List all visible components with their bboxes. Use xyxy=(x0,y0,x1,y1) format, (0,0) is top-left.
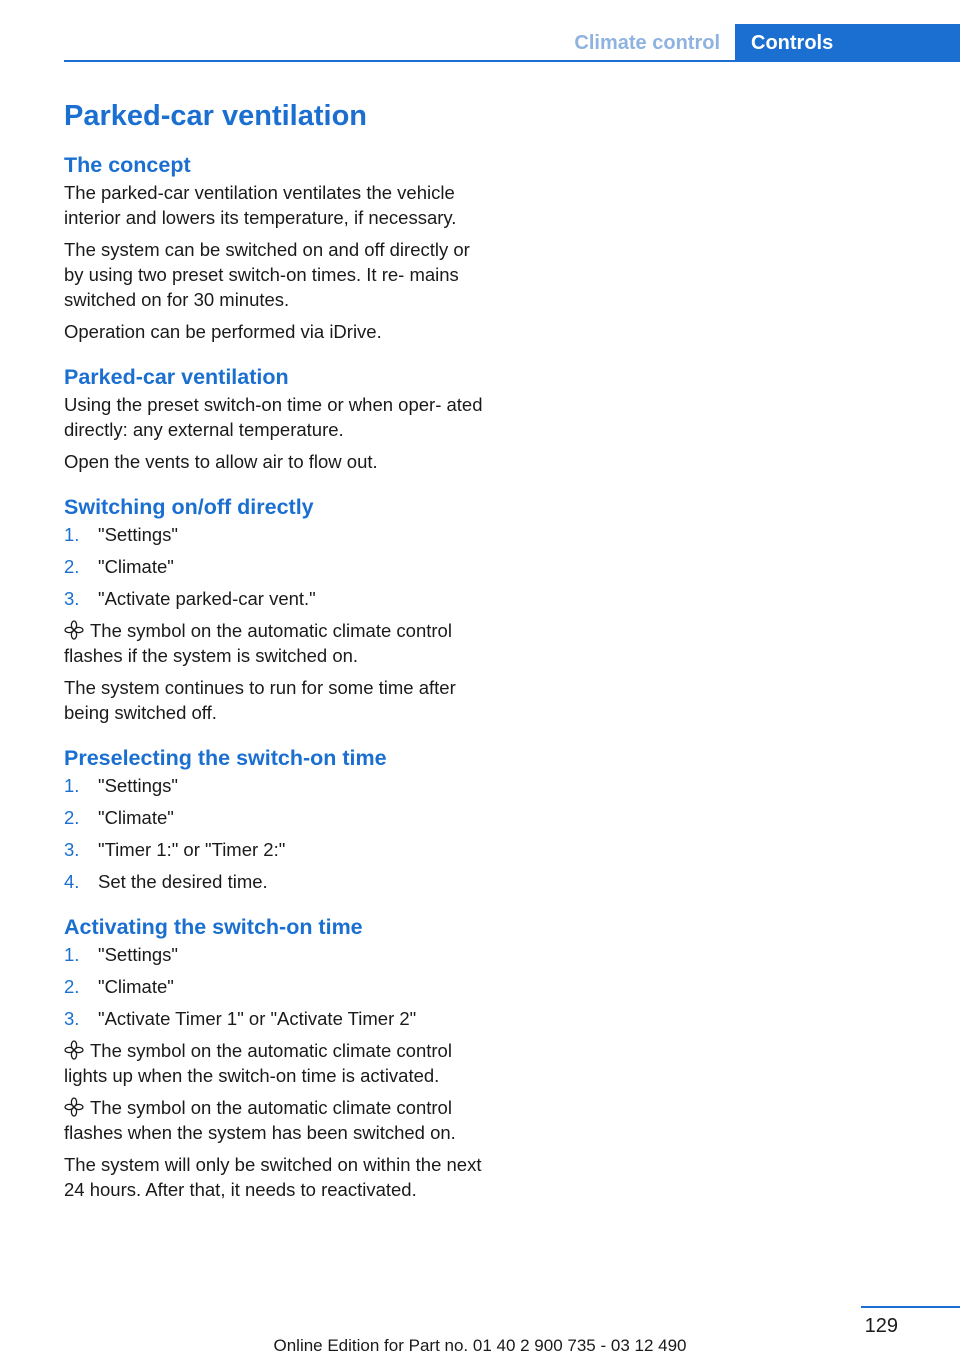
section-tab: Climate control xyxy=(574,32,720,54)
switching-heading: Switching on/off directly xyxy=(64,495,314,519)
switching-note-2: The system continues to run for some time after being switched off. xyxy=(64,677,456,723)
fan-icon xyxy=(64,1097,84,1117)
ventilation-paragraph-1: Using the preset switch-on time or when oper- ated directly: any external temperature. xyxy=(64,394,483,440)
activate-note-1: The symbol on the automatic climate control lights up when the switch-on time is activated. xyxy=(64,1040,452,1086)
list-item: 2. "Climate" xyxy=(64,556,174,577)
ventilation-paragraph-2: Open the vents to allow air to flow out. xyxy=(64,451,378,472)
list-item: 3. "Activate Timer 1" or "Activate Timer 2" xyxy=(64,1008,417,1029)
fan-icon xyxy=(64,620,84,640)
switching-steps xyxy=(64,522,484,611)
list-item: 1. "Settings" xyxy=(64,944,178,965)
list-item: 3. "Activate parked-car vent." xyxy=(64,588,316,609)
concept-paragraph-1: The parked-car ventilation ventilates the vehicle interior and lowers its temperature, if necessary. xyxy=(64,182,457,228)
concept-heading: The concept xyxy=(64,153,191,177)
list-item: 2. "Climate" xyxy=(64,807,174,828)
preselect-steps xyxy=(64,773,484,894)
page-number-rule xyxy=(861,1306,960,1308)
activate-note-2: The symbol on the automatic climate control flashes when the system has been switched on. xyxy=(64,1097,456,1143)
chapter-tab: Controls xyxy=(735,24,960,62)
list-item: 4. Set the desired time. xyxy=(64,871,268,892)
concept-paragraph-3: Operation can be performed via iDrive. xyxy=(64,321,382,342)
activate-heading: Activating the switch-on time xyxy=(64,915,363,939)
list-item: 1. "Settings" xyxy=(64,775,178,796)
main-content xyxy=(64,96,484,1209)
activate-note-3: The system will only be switched on within the next 24 hours. After that, it needs to reactivated. xyxy=(64,1154,482,1200)
list-item: 3. "Timer 1:" or "Timer 2:" xyxy=(64,839,286,860)
page-number: 129 xyxy=(864,1315,898,1337)
activate-steps xyxy=(64,942,484,1031)
edition-footer: Online Edition for Part no. 01 40 2 900 735 - 03 12 490 xyxy=(273,1336,687,1355)
ventilation-heading: Parked-car ventilation xyxy=(64,365,289,389)
fan-icon xyxy=(64,1040,84,1060)
switching-note-1: The symbol on the automatic climate control flashes if the system is switched on. xyxy=(64,620,452,666)
preselect-heading: Preselecting the switch-on time xyxy=(64,746,387,770)
list-item: 2. "Climate" xyxy=(64,976,174,997)
list-item: 1. "Settings" xyxy=(64,524,178,545)
page-title: Parked-car ventilation xyxy=(64,100,367,132)
concept-paragraph-2: The system can be switched on and off directly or by using two preset switch-on times. It re- mains switched on for 30 minutes. xyxy=(64,239,470,310)
